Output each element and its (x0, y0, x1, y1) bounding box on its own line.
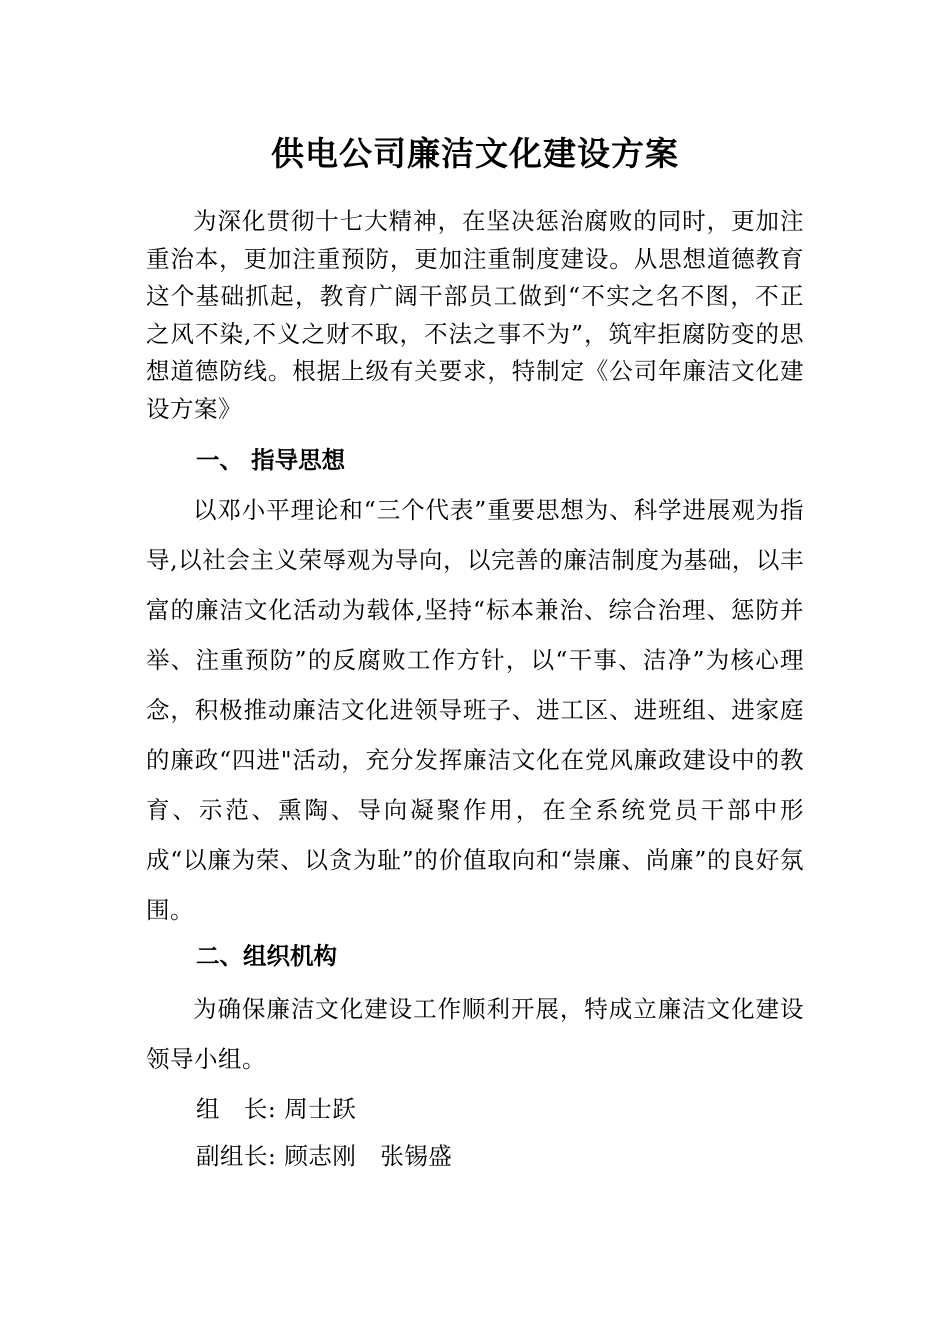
section-heading-guiding-ideology: 一、 指导思想 (196, 446, 346, 474)
intro-paragraph: 为深化贯彻十七大精神，在坚决惩治腐败的同时，更加注重治本，更加注重预防，更加注重制度建设。从思想道德教育这个基础抓起，教育广阔干部员工做到“不实之名不图，不正之风不染,不义之财不取，不法之事不为”，筑牢拒腐防变的思想道德防线。根据上级有关要求，特制定《公司年廉洁文化建设方案》 (146, 207, 804, 423)
section-heading-organization: 二、组织机构 (196, 942, 337, 970)
deputy-leader-line: 副组长: 顾志刚 张锡盛 (196, 1142, 453, 1170)
guiding-ideology-paragraph: 以邓小平理论和“三个代表”重要思想为、科学进展观为指导,以社会主义荣辱观为导向，以完善的廉洁制度为基础，以丰富的廉洁文化活动为载体,坚持“标本兼治、综合治理、惩防并举、注重预防”的反腐败工作方针，以“干事、洁净”为核心理念，积极推动廉洁文化进领导班子、进工区、进班组、进家庭的廉政“四进"活动，充分发挥廉洁文化在党风廉政建设中的教育、示范、熏陶、导向凝聚作用，在全系统党员干部中形成“以廉为荣、以贪为耻”的价值取向和“崇廉、尚廉”的良好氛围。 (146, 496, 804, 924)
document-title: 供电公司廉洁文化建设方案 (271, 134, 679, 173)
group-leader-line: 组 长: 周士跃 (196, 1095, 357, 1123)
organization-paragraph: 为确保廉洁文化建设工作顺利开展，特成立廉洁文化建设领导小组。 (146, 995, 804, 1073)
